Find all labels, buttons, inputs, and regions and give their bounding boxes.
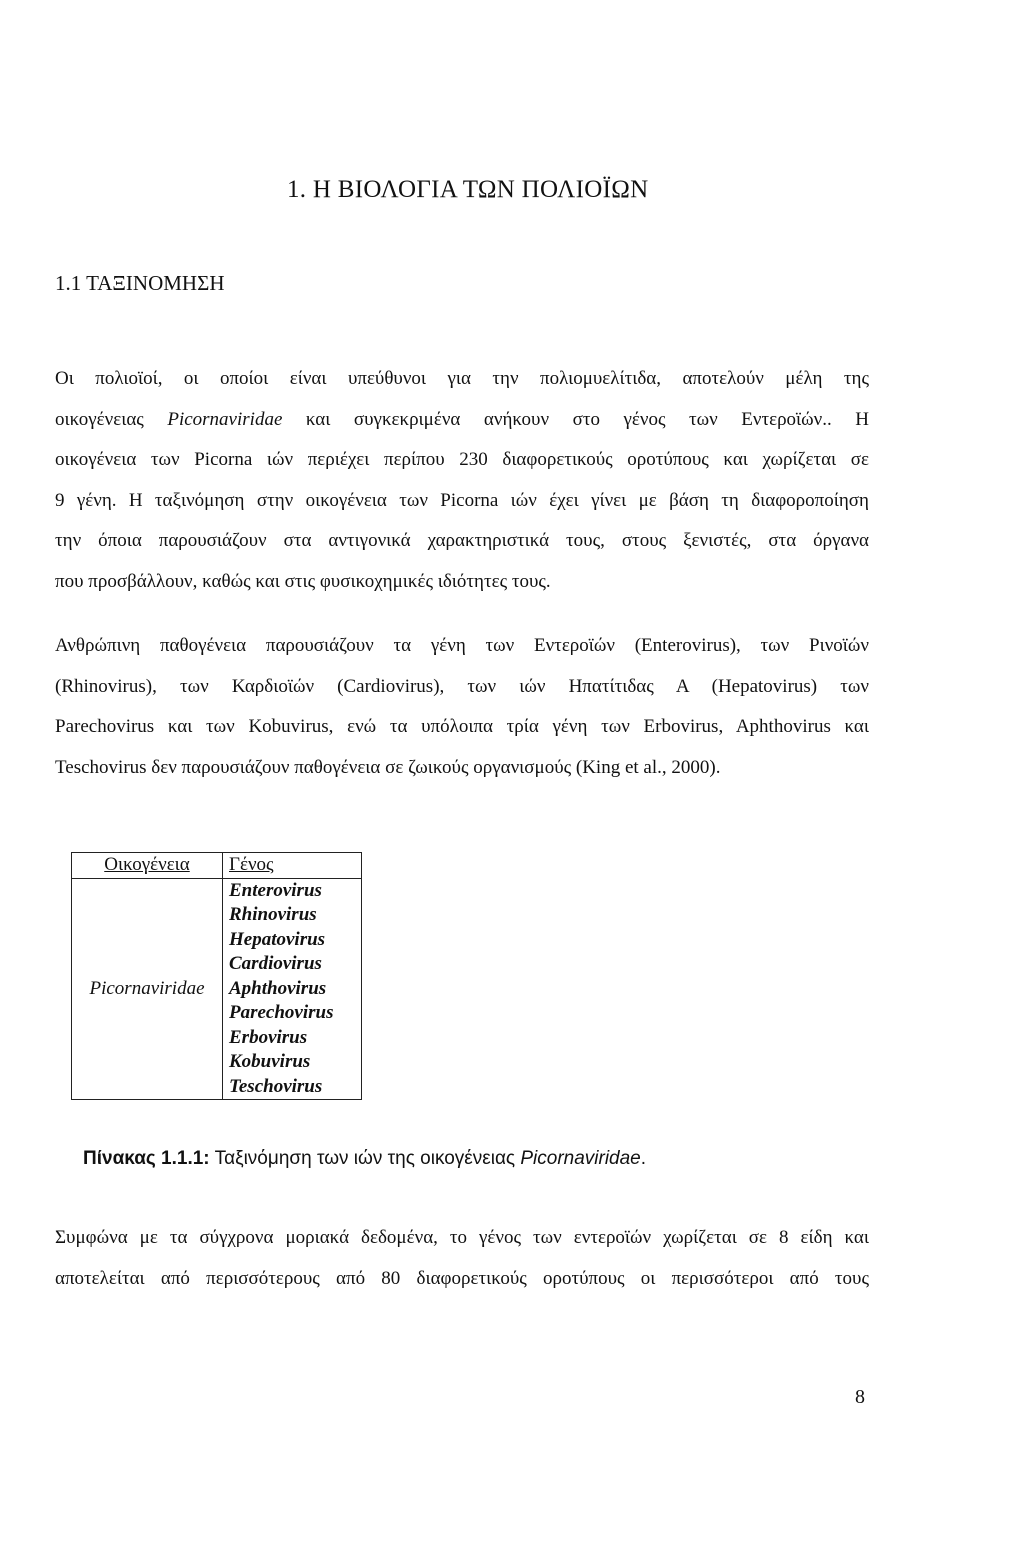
table-caption [83, 1148, 646, 1170]
paragraph-enterovirus [55, 1218, 869, 1299]
caption-end: . [640, 1148, 647, 1169]
family-name-italic: Picornaviridae [167, 408, 283, 430]
taxonomy-table [71, 852, 362, 1100]
page-number: 8 [855, 1386, 865, 1408]
genus-name: Kobuvirus [229, 1051, 311, 1072]
genus-name: Teschovirus [229, 1075, 323, 1097]
paragraph-line: Ανθρώπινη παθογένεια παρουσιάζουν τα γένη των Εντεροϊών (Enterovirus), των Ρινοϊών [55, 635, 869, 656]
paragraph-line: που προσβάλλουν, καθώς και στις φυσικοχημικές ιδιότητες τους. [55, 570, 551, 592]
genus-name: Aphthovirus [229, 977, 327, 999]
paragraph-classification [55, 359, 869, 602]
paragraph-line: αποτελείται από περισσότερους από 80 διαφορετικούς οροτύπους οι περισσότεροι από τους [55, 1267, 869, 1289]
genus-cell [223, 878, 362, 1100]
paragraph-line: Συμφώνα με τα σύγχρονα μοριακά δεδομένα, το γένος των εντεροϊών χωρίζεται σε 8 είδη και [55, 1227, 869, 1248]
chapter-title: 1. Η ΒΙΟΛΟΓΙΑ ΤΩΝ ΠΟΛΙΟΪΩΝ [287, 176, 649, 203]
genus-name: Erbovirus [229, 1026, 308, 1048]
genus-name: Rhinovirus [229, 904, 317, 925]
caption-family-italic: Picornaviridae [520, 1148, 641, 1169]
genus-name: Cardiovirus [229, 953, 322, 974]
genus-name: Parechovirus [229, 1002, 334, 1023]
header-genus: Γένος [223, 853, 362, 879]
paragraph-pathogenicity [55, 626, 869, 788]
text-run: οικογένειας [55, 408, 168, 430]
genus-name: Hepatovirus [229, 928, 326, 950]
section-title: 1.1 ΤΑΞΙΝΟΜΗΣΗ [55, 271, 225, 295]
paragraph-line: οικογένεια των Picorna ιών περιέχει περίπου 230 διαφορετικούς οροτύπους και χωρίζεται σε [55, 449, 869, 470]
paragraph-line: (Rhinovirus), των Καρδιοϊών (Cardiovirus), των ιών Ηπατίτιδας Α (Hepatovirus) των [55, 675, 869, 697]
paragraph-line: Teschovirus δεν παρουσιάζουν παθογένεια σε ζωικούς οργανισμούς (King et al., 2000). [55, 756, 721, 778]
table-header-row [72, 853, 362, 879]
genus-name: Enterovirus [229, 879, 322, 901]
paragraph-line [55, 400, 869, 441]
paragraph-line: την όποια παρουσιάζουν στα αντιγονικά χαρακτηριστικά τους, στους ξενιστές, στα όργανα [55, 530, 869, 551]
text-run: και συγκεκριμένα ανήκουν στο γένος των Εντεροϊών.. Η [282, 408, 870, 430]
paragraph-line: Parechovirus και των Kobuvirus, ενώ τα υπόλοιπα τρία γένη των Erbovirus, Aphthovirus και [55, 716, 869, 737]
paragraph-line: 9 γένη. Η ταξινόμηση στην οικογένεια των Picorna ιών έχει γίνει με βάση τη διαφοροποίηση [55, 489, 869, 511]
family-cell: Picornaviridae [72, 878, 223, 1100]
table-row [72, 878, 362, 1100]
header-family: Οικογένεια [72, 853, 223, 879]
caption-text: Ταξινόμηση των ιών της οικογένειας [209, 1148, 521, 1169]
paragraph-line: Οι πολιοϊοί, οι οποίοι είναι υπεύθυνοι για την πολιομυελίτιδα, αποτελούν μέλη της [55, 368, 869, 389]
caption-label: Πίνακας 1.1.1: [83, 1148, 210, 1169]
